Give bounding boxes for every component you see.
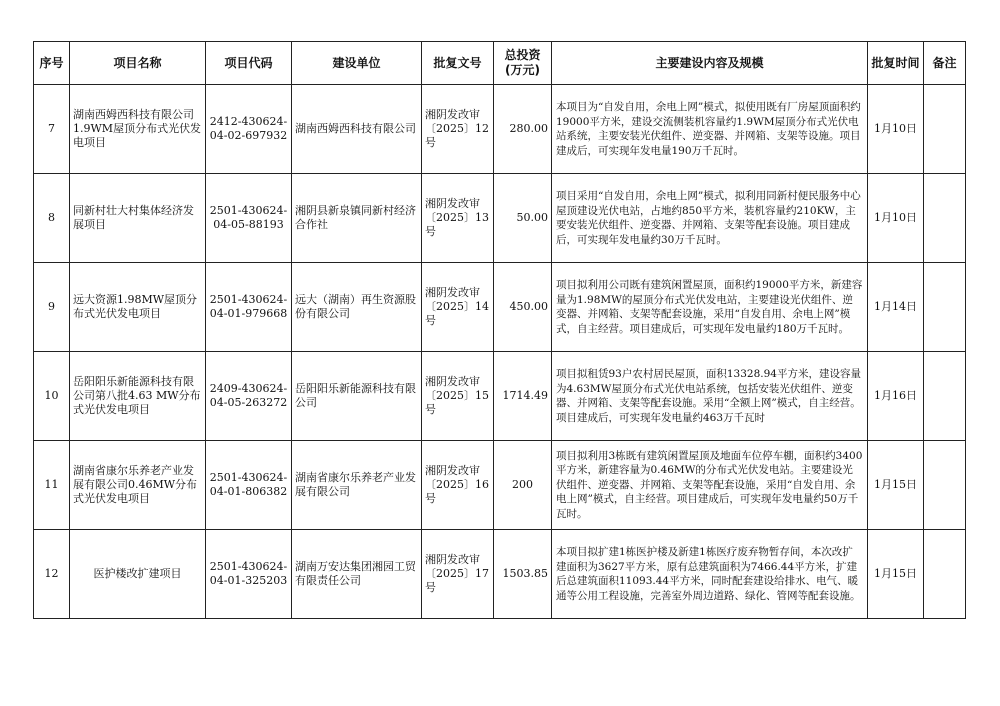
cell-unit: 湘阴县新泉镇同新村经济合作社 [292, 174, 422, 263]
cell-name: 同新村壮大村集体经济发展项目 [70, 174, 206, 263]
cell-approval-no: 湘阴发改审〔2025〕14号 [422, 263, 494, 352]
cell-content: 本项目拟扩建1栋医护楼及新建1栋医疗废弃物暂存间，本次改扩建面积为3627平方米，原有总建筑面积为7466.44平方米，扩建后总建筑面积11093.44平方米，同时配套建设给排水、电气、暖通等公用工程设施，完善室外周边道路、绿化、管网等配套设施。 [552, 530, 868, 619]
cell-unit: 湖南万安达集团湘园工贸有限责任公司 [292, 530, 422, 619]
table-row [34, 530, 966, 619]
cell-unit: 岳阳阳乐新能源科技有限公司 [292, 352, 422, 441]
cell-seq: 11 [34, 441, 70, 530]
cell-unit: 湖南省康尔乐养老产业发展有限公司 [292, 441, 422, 530]
cell-code: 2412-430624-04-02-697932 [206, 85, 292, 174]
cell-content: 项目采用“自发自用，余电上网”模式，拟利用同新村便民服务中心屋顶建设光伏电站，占地约850平方米，装机容量约210KW，主要安装光伏组件、逆变器、并网箱、支架等配套设施。项目建成后，可实现年发电量约30万千瓦时。 [552, 174, 868, 263]
header-name: 项目名称 [70, 42, 206, 85]
cell-remark [924, 530, 966, 619]
cell-name: 远大资源1.98MW屋顶分布式光伏发电项目 [70, 263, 206, 352]
cell-name: 湖南省康尔乐养老产业发展有限公司0.46MW分布式光伏发电项目 [70, 441, 206, 530]
cell-content: 本项目为“自发自用，余电上网”模式，拟使用既有厂房屋顶面积约19000平方米，建设交流侧装机容量约1.9WM屋顶分布式光伏电站系统，主要安装光伏组件、逆变器、并网箱、支架等设施。项目建成后，可实现年发电量190万千瓦时。 [552, 85, 868, 174]
cell-remark [924, 263, 966, 352]
table-header-row [34, 42, 966, 85]
header-approval-date: 批复时间 [868, 42, 924, 85]
table-row [34, 263, 966, 352]
table-row [34, 352, 966, 441]
table-row [34, 441, 966, 530]
cell-code: 2501-430624-04-01-806382 [206, 441, 292, 530]
cell-unit: 湖南西姆西科技有限公司 [292, 85, 422, 174]
cell-seq: 9 [34, 263, 70, 352]
cell-approval-date: 1月10日 [868, 85, 924, 174]
cell-content: 项目拟租赁93户农村居民屋顶，面积13328.94平方米，建设容量为4.63MW屋顶分布式光伏电站系统，包括安装光伏组件、逆变器、并网箱、支架等配套设施。采用“全额上网”模式，自主经营。项目建成后，可实现年发电量约463万千瓦时 [552, 352, 868, 441]
header-approval-no: 批复文号 [422, 42, 494, 85]
cell-approval-no: 湘阴发改审〔2025〕15号 [422, 352, 494, 441]
cell-code: 2409-430624-04-05-263272 [206, 352, 292, 441]
header-content: 主要建设内容及规模 [552, 42, 868, 85]
cell-code: 2501-430624-04-01-325203 [206, 530, 292, 619]
cell-approval-date: 1月10日 [868, 174, 924, 263]
cell-unit: 远大（湖南）再生资源股份有限公司 [292, 263, 422, 352]
table-row [34, 174, 966, 263]
header-seq: 序号 [34, 42, 70, 85]
cell-approval-date: 1月15日 [868, 441, 924, 530]
cell-remark [924, 85, 966, 174]
cell-name: 湖南西姆西科技有限公司1.9WM屋顶分布式光伏发电项目 [70, 85, 206, 174]
cell-approval-date: 1月16日 [868, 352, 924, 441]
cell-content: 项目拟利用3栋既有建筑闲置屋顶及地面车位停车棚，面积约3400平方米，新建容量为0.46MW的分布式光伏发电站。主要建设光伏组件、逆变器、并网箱、支架等配套设施，采用“自发自用、余电上网”模式，自主经营。项目建成后，可实现年发电量约50万千瓦时。 [552, 441, 868, 530]
table-row [34, 85, 966, 174]
cell-investment: 450.00 [494, 263, 552, 352]
cell-approval-date: 1月14日 [868, 263, 924, 352]
cell-seq: 7 [34, 85, 70, 174]
cell-seq: 8 [34, 174, 70, 263]
cell-name: 医护楼改扩建项目 [70, 530, 206, 619]
header-unit: 建设单位 [292, 42, 422, 85]
cell-investment: 280.00 [494, 85, 552, 174]
header-investment: 总投资 (万元) [494, 42, 552, 85]
cell-approval-no: 湘阴发改审〔2025〕12号 [422, 85, 494, 174]
cell-approval-date: 1月15日 [868, 530, 924, 619]
cell-remark [924, 174, 966, 263]
cell-code: 2501-430624-04-01-979668 [206, 263, 292, 352]
cell-seq: 12 [34, 530, 70, 619]
header-remark: 备注 [924, 42, 966, 85]
cell-approval-no: 湘阴发改审〔2025〕16号 [422, 441, 494, 530]
cell-seq: 10 [34, 352, 70, 441]
cell-investment: 1503.85 [494, 530, 552, 619]
project-approval-table [33, 41, 966, 619]
cell-investment: 200 [494, 441, 552, 530]
cell-content: 项目拟利用公司既有建筑闲置屋顶，面积约19000平方米，新建容量为1.98MW的屋顶分布式光伏发电站，主要建设光伏组件、逆变器、并网箱、支架等配套设施，采用“自发自用、余电上网”模式，自主经营。项目建成后，可实现年发电量约180万千瓦时。 [552, 263, 868, 352]
cell-remark [924, 352, 966, 441]
cell-name: 岳阳阳乐新能源科技有限公司第八批4.63 MW分布式光伏发电项目 [70, 352, 206, 441]
cell-investment: 50.00 [494, 174, 552, 263]
cell-code: 2501-430624-04-05-88193 [206, 174, 292, 263]
cell-approval-no: 湘阴发改审〔2025〕17号 [422, 530, 494, 619]
cell-investment: 1714.49 [494, 352, 552, 441]
cell-approval-no: 湘阴发改审〔2025〕13号 [422, 174, 494, 263]
cell-remark [924, 441, 966, 530]
header-code: 项目代码 [206, 42, 292, 85]
